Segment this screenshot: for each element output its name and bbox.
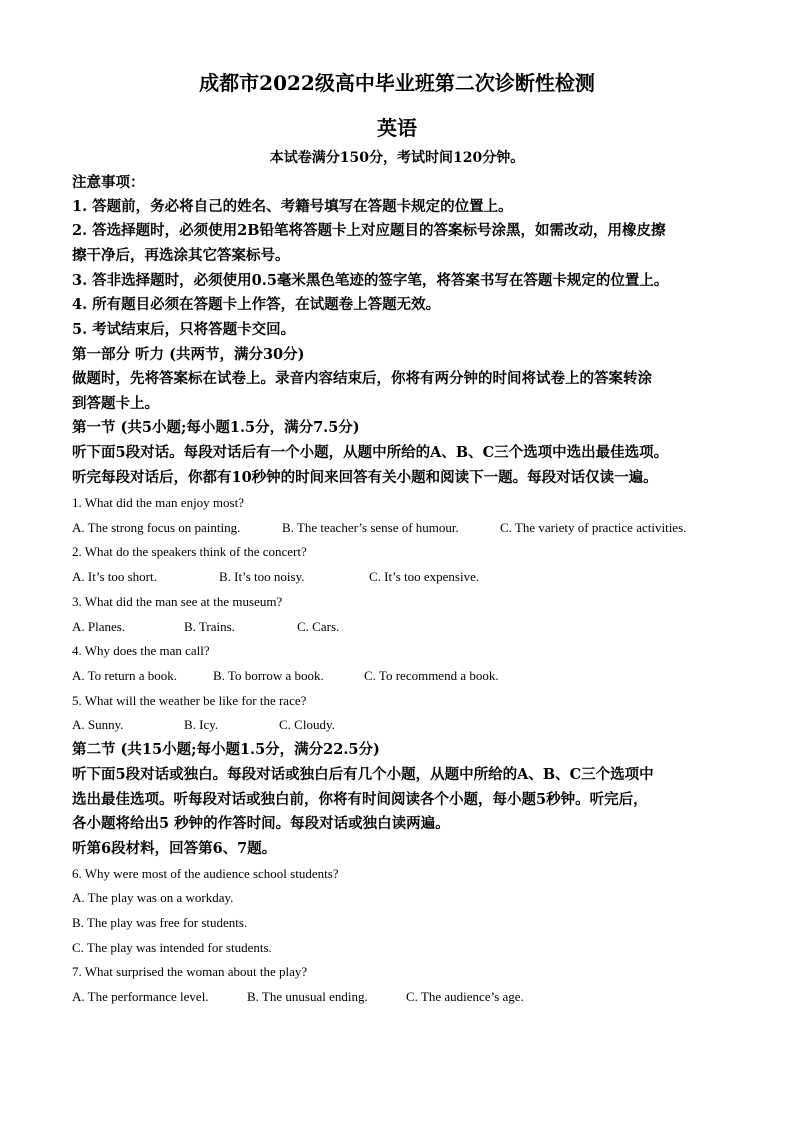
- question-1-option-a: A. The strong focus on painting.: [72, 520, 241, 535]
- section2-heading: 第二节 (共15小题;每小题1.5分，满分22.5分): [72, 741, 380, 758]
- part1-instruction: 做题时，先将答案标在试卷上。录音内容结束后，你将有两分钟的时间将试卷上的答案转涂: [72, 370, 652, 387]
- question-1: 1. What did the man enjoy most?: [72, 495, 244, 510]
- question-7-option-c: C. The audience’s age.: [406, 989, 524, 1004]
- material-6-heading: 听第6段材料，回答第6、7题。: [72, 840, 277, 857]
- question-5-option-b: B. Icy.: [184, 717, 219, 732]
- note-item: 擦干净后，再选涂其它答案标号。: [72, 247, 290, 264]
- question-2-option-b: B. It’s too noisy.: [219, 569, 305, 584]
- note-item: 5. 考试结束后，只将答题卡交回。: [72, 321, 296, 338]
- section2-instruction: 听下面5段对话或独白。每段对话或独白后有几个小题，从题中所给的A、B、C三个选项中: [72, 766, 654, 783]
- question-3-option-c: C. Cars.: [297, 619, 340, 634]
- section1-instruction: 听完每段对话后，你都有10秒钟的时间来回答有关小题和阅读下一题。每段对话仅读一遍。: [72, 469, 658, 486]
- question-5: 5. What will the weather be like for the race?: [72, 693, 307, 708]
- notes-heading: 注意事项：: [72, 174, 145, 191]
- exam-info: 本试卷满分150分，考试时间120分钟。: [269, 150, 525, 166]
- exam-title: 成都市2022级高中毕业班第二次诊断性检测: [199, 71, 595, 95]
- section1-heading: 第一节 (共5小题;每小题1.5分，满分7.5分): [72, 419, 360, 436]
- question-4-option-b: B. To borrow a book.: [213, 668, 324, 683]
- note-item: 2. 答选择题时，必须使用2B铅笔将答题卡上对应题目的答案标号涂黑，如需改动，用橡皮擦: [72, 222, 666, 239]
- question-1-option-c: C. The variety of practice activities.: [500, 520, 687, 535]
- question-2-option-c: C. It’s too expensive.: [369, 569, 480, 584]
- question-4-option-c: C. To recommend a book.: [364, 668, 499, 683]
- question-3-option-b: B. Trains.: [184, 619, 235, 634]
- part1-instruction: 到答题卡上。: [72, 395, 159, 412]
- question-2-option-a: A. It’s too short.: [72, 569, 157, 584]
- section2-instruction: 选出最佳选项。听每段对话或独白前，你将有时间阅读各个小题，每小题5秒钟。听完后，: [72, 791, 648, 808]
- question-2: 2. What do the speakers think of the concert?: [72, 544, 307, 559]
- part1-heading: 第一部分 听力 (共两节，满分30分): [72, 346, 305, 363]
- question-3-option-a: A. Planes.: [72, 619, 126, 634]
- question-6: 6. Why were most of the audience school students?: [72, 866, 339, 881]
- note-item: 3. 答非选择题时，必须使用0.5毫米黑色笔迹的签字笔，将答案书写在答题卡规定的位置上。: [72, 272, 669, 289]
- section1-instruction: 听下面5段对话。每段对话后有一个小题，从题中所给的A、B、C三个选项中选出最佳选项。: [72, 444, 669, 461]
- question-7: 7. What surprised the woman about the play?: [72, 964, 308, 979]
- section2-instruction: 各小题将给出5 秒钟的作答时间。每段对话或独白读两遍。: [72, 815, 450, 832]
- question-5-option-c: C. Cloudy.: [279, 717, 335, 732]
- subject-title: 英语: [377, 116, 417, 140]
- question-7-option-b: B. The unusual ending.: [247, 989, 368, 1004]
- note-item: 4. 所有题目必须在答题卡上作答，在试题卷上答题无效。: [72, 296, 441, 313]
- question-6-option-b: B. The play was free for students.: [72, 915, 248, 930]
- note-item: 1. 答题前，务必将自己的姓名、考籍号填写在答题卡规定的位置上。: [72, 198, 513, 215]
- question-4-option-a: A. To return a book.: [72, 668, 177, 683]
- question-1-option-b: B. The teacher’s sense of humour.: [282, 520, 459, 535]
- question-6-option-c: C. The play was intended for students.: [72, 940, 272, 955]
- question-3: 3. What did the man see at the museum?: [72, 594, 283, 609]
- question-5-option-a: A. Sunny.: [72, 717, 124, 732]
- question-4: 4. Why does the man call?: [72, 643, 210, 658]
- question-6-option-a: A. The play was on a workday.: [72, 890, 234, 905]
- question-7-option-a: A. The performance level.: [72, 989, 209, 1004]
